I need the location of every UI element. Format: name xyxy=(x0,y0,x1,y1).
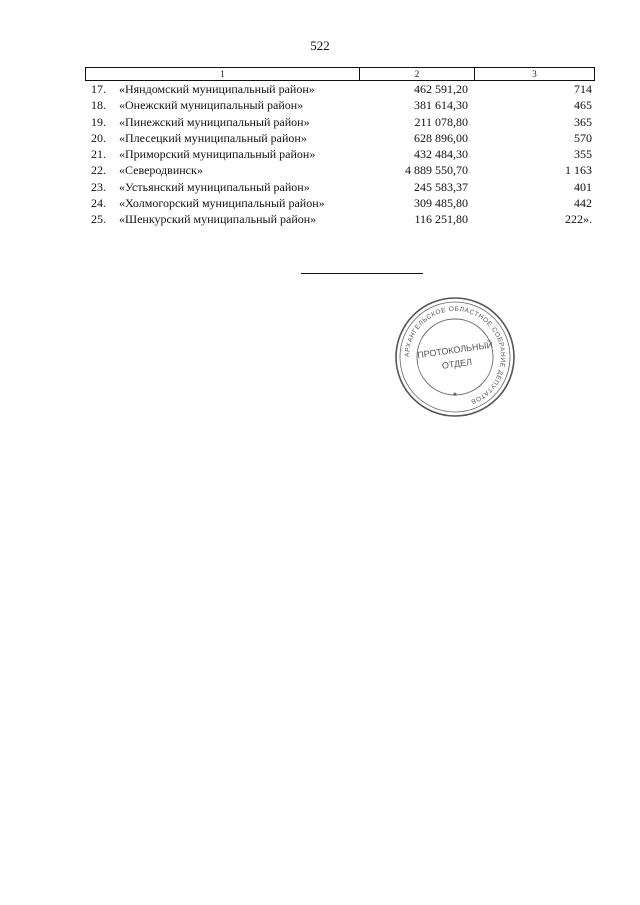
count-value: 465 xyxy=(574,98,592,113)
table-row xyxy=(85,146,595,162)
table-body xyxy=(85,81,595,228)
amount-value: 4 889 550,70 xyxy=(405,163,468,178)
count-value: 714 xyxy=(574,82,592,96)
column-header-3: 3 xyxy=(532,69,537,79)
municipality-name: «Приморский муниципальный район» xyxy=(119,147,316,162)
row-number: 20. xyxy=(91,130,106,145)
count-value: 442 xyxy=(574,196,592,211)
row-number: 18. xyxy=(91,98,106,113)
allocation-table xyxy=(85,67,595,228)
municipality-name: «Онежский муниципальный район» xyxy=(119,98,304,113)
municipality-name: «Пинежский муниципальный район» xyxy=(119,114,310,129)
amount-value: 381 614,30 xyxy=(414,98,468,113)
seal-center-line-2: ОТДЕЛ xyxy=(441,356,473,371)
seal-ring-text: АРХАНГЕЛЬСКОЕ ОБЛАСТНОЕ СОБРАНИЕ ДЕПУТАТОВ xyxy=(403,305,507,406)
amount-value: 245 583,37 xyxy=(414,179,468,194)
amount-value: 462 591,20 xyxy=(414,82,468,96)
count-value: 355 xyxy=(574,147,592,162)
row-number: 19. xyxy=(91,114,106,129)
separator-line xyxy=(301,273,423,274)
column-header-2: 2 xyxy=(360,68,475,80)
table-row xyxy=(85,162,595,178)
seal-star-icon: ★ xyxy=(452,392,458,398)
column-header-1: 1 xyxy=(86,68,360,80)
table-header-row xyxy=(85,67,595,81)
municipality-name: «Плесецкий муниципальный район» xyxy=(119,130,307,145)
row-number: 21. xyxy=(91,147,106,162)
amount-value: 116 251,80 xyxy=(414,212,468,227)
row-number: 25. xyxy=(91,212,106,227)
table-row xyxy=(85,179,595,195)
municipality-name: «Устьянский муниципальный район» xyxy=(119,179,310,194)
row-number: 23. xyxy=(91,179,106,194)
count-value: 222». xyxy=(565,212,592,227)
amount-value: 309 485,80 xyxy=(414,196,468,211)
row-number: 17. xyxy=(91,82,106,96)
count-value: 401 xyxy=(574,179,592,194)
row-number: 22. xyxy=(91,163,106,178)
table-row xyxy=(85,195,595,211)
official-seal-stamp xyxy=(394,296,516,418)
count-value: 1 163 xyxy=(565,163,592,178)
count-value: 570 xyxy=(574,130,592,145)
table-row xyxy=(85,97,595,113)
table-row xyxy=(85,130,595,146)
amount-value: 211 078,80 xyxy=(414,114,468,129)
table-row xyxy=(85,114,595,130)
count-value: 365 xyxy=(574,114,592,129)
amount-value: 628 896,00 xyxy=(414,130,468,145)
municipality-name: «Няндомский муниципальный район» xyxy=(119,82,315,96)
seal-center-line-1: ПРОТОКОЛЬНЫЙ xyxy=(416,339,494,361)
table-row xyxy=(85,211,595,227)
amount-value: 432 484,30 xyxy=(414,147,468,162)
page-number: 522 xyxy=(310,38,330,53)
row-number: 24. xyxy=(91,196,106,211)
municipality-name: «Холмогорский муниципальный район» xyxy=(119,196,325,211)
municipality-name: «Северодвинск» xyxy=(119,163,203,178)
municipality-name: «Шенкурский муниципальный район» xyxy=(119,212,317,227)
table-row xyxy=(85,81,595,97)
